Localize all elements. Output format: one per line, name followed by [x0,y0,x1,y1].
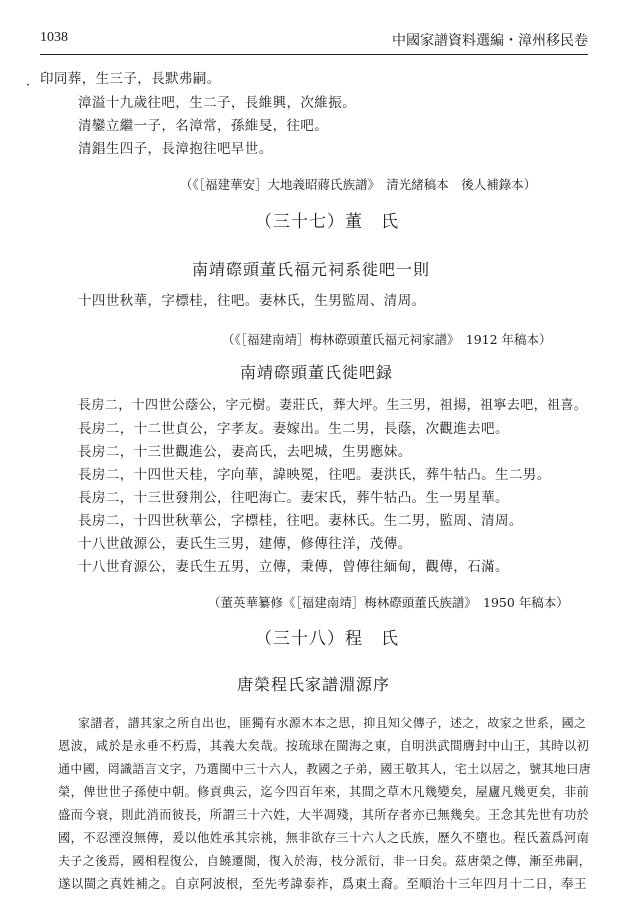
text-line: 長房二，十四世天桂，字向華，諱映冕，往吧。妻洪氏，葬牛牯凸。生二男。 [78,467,551,483]
section-heading: （三十八）程 氏 [255,629,399,649]
text-line: 長房二，十二世貞公，字孝友。妻嫁出。生二男，長蔭，次觀進去吧。 [78,421,509,437]
text-line: 遂以閩之真姓補之。自京阿波根，至先考諱泰祚，爲東土裔。至順治十三年四月十二日，奉王 [58,876,587,891]
text-line: 夫子之後焉，國相程復公，自饒遷閩，復入於海，枝分派衍，非一日矣。茲唐榮之傳，漸至弗嗣， [58,854,592,868]
text-line: 十八世啟源公，妻氏生三男，建傳，修傳往洋，茂傳。 [78,536,412,552]
text-line: 長房二，十四世秋華公，字標桂，往吧。妻林氏。生二男，監周、清周。 [78,513,523,529]
text-line: 十四世秋華，字標桂，往吧。妻林氏，生男監周、清周。 [78,293,426,309]
section-heading: （三十七）董 氏 [255,212,399,232]
header-rule [40,54,588,55]
text-line: 恩波，咸於是永垂不朽焉，其義大矣哉。按琉球在閩海之東，自明洪武間膺封中山王，其時以初 [58,739,590,753]
margin-mark: · [26,78,31,93]
source-citation: （《［福建南靖］梅林磜頭董氏福元祠家譜》 1912 年稿本） [222,332,552,347]
text-line: 十八世育源公，妻氏生五男，立傳，秉傳，曾傳往緬甸，觀傳，石滿。 [78,559,509,575]
text-line: 盛而今衰，則此消而彼長，所謂三十六姓，大半凋殘，其所存者亦已無幾矣。王念其先世有功於 [58,808,590,822]
page-number: 1038 [40,30,68,45]
source-citation: （董英華纂修《［福建南靖］梅林磜頭董氏族譜》 1950 年稿本） [208,595,569,610]
text-line: 長房二，十三世觀進公，妻高氏，去吧城，生男應妹。 [78,444,412,460]
text-line: 漳溢十九歲往吧，生二子，長維興，次維振。 [78,95,356,111]
source-citation: （《［福建華安］大地義昭蔣氏族譜》 清光緒稿本 後人補錄本） [180,177,537,192]
text-line: 家譜者，譜其家之所自出也，匪獨有水源木本之思，抑且知父傳子，述之，故家之世系，國之 [78,716,587,730]
subsection-title: 南靖磜頭董氏徙吧録 [240,363,394,382]
text-line: 長房二，十三世發荆公，往吧海亡。妻宋氏，葬牛牯凸。生一男星華。 [78,490,509,506]
text-line: 國，不忍湮沒無傳，爰以他姓承其宗祧，無非欲存三十六人之氏族，歷久不墮也。程氏蓋爲河南 [58,831,590,845]
text-line: 長房二，十四世公蔭公，字元樹。妻莊氏，葬大坪。生三男，祖揚，祖寧去吧，祖喜。 [78,398,588,413]
text-line: 印同葬，生三子，長默弗嗣。 [40,71,221,87]
text-line: 通中國，罔識語言文字，乃選閩中三十六人，教國之子弟，國王敬其人，宅土以居之，號其地曰唐 [58,762,592,776]
page-header [40,30,588,50]
text-line: 清鑾立繼一子，名漳常，孫維旻，往吧。 [78,118,329,134]
subsection-title: 南靖磜頭董氏福元祠系徙吧一則 [192,260,431,279]
text-line: 清錩生四子，長漳抱往吧早世。 [78,141,273,157]
running-title: 中國家譜資料選編・漳州移民卷 [392,33,588,49]
subsection-title: 唐榮程氏家譜淵源序 [237,675,391,694]
text-line: 榮，俾世世子孫使中朝。修貢典云，迄今四百年來，其間之草木凡幾變矣，屋廬凡幾更矣，非前 [58,785,590,799]
